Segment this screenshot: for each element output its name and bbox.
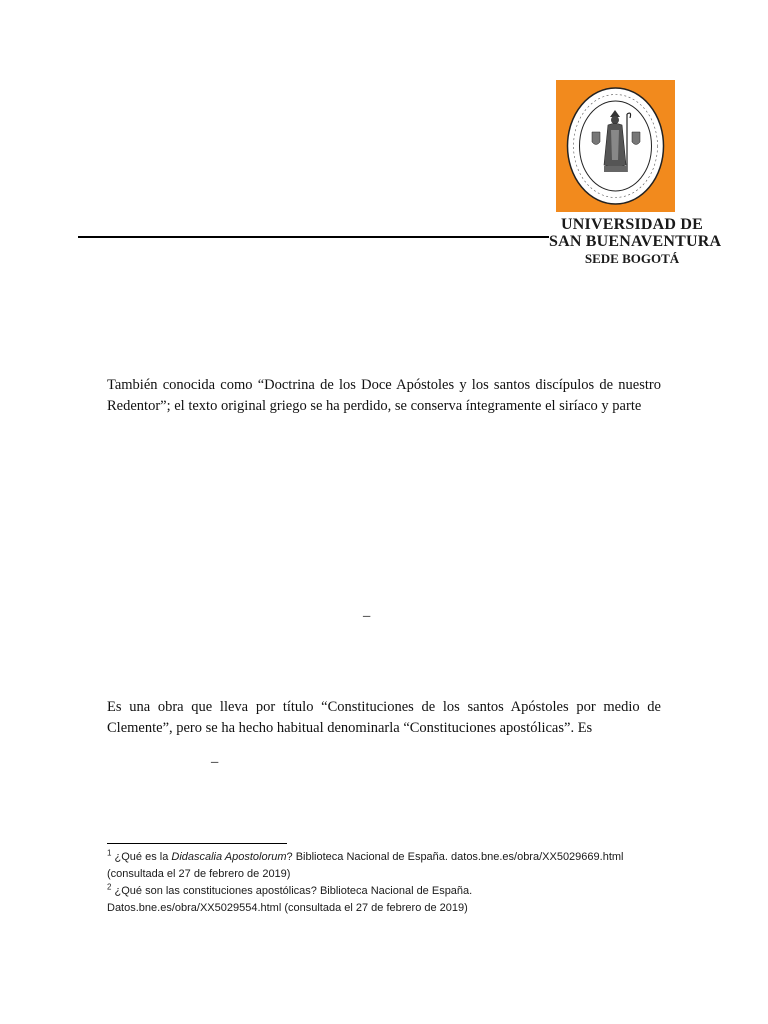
dash-2: – [211, 754, 219, 770]
header-rule [78, 236, 550, 238]
footnote-1 [107, 849, 667, 866]
dash-1: – [363, 608, 371, 624]
paragraph-1 [107, 375, 661, 417]
footnote-2-mark: 2 [107, 882, 112, 892]
paragraph-1-line-1: También conocida como “Doctrina de los Doce Apóstoles y los santos discípulos de nuestro [107, 377, 661, 393]
footnote-2 [107, 883, 667, 900]
logo-line-1: UNIVERSIDAD DE [561, 216, 703, 233]
logo-line-3: SEDE BOGOTÁ [584, 251, 680, 266]
footnote-2-line-1: ¿Qué son las constituciones apostólicas? Biblioteca Nacional de España. [111, 885, 473, 897]
footnotes [107, 849, 667, 917]
logo-orange-block [556, 80, 675, 212]
footnote-1-line-2: (consultada el 27 de febrero de 2019) [107, 868, 291, 880]
paragraph-2-line-1: Es una obra que lleva por título “Constituciones de los santos Apóstoles por medio de [107, 699, 661, 715]
footnote-separator [107, 843, 287, 844]
footnote-1-italic: Didascalia Apostolorum [171, 851, 287, 863]
paragraph-2-line-2: Clemente”, pero se ha hecho habitual denominarla “Constituciones apostólicas”. Es [107, 720, 593, 736]
footnote-1-pre: ¿Qué es la [111, 851, 172, 863]
university-logo [549, 80, 722, 266]
paragraph-1-line-2: Redentor”; el texto original griego se ha perdido, se conserva íntegramente el siríaco y parte [107, 398, 642, 414]
footnote-2-line-2: Datos.bne.es/obra/XX5029554.html (consultada el 27 de febrero de 2019) [107, 902, 468, 914]
logo-line-2: SAN BUENAVENTURA [549, 233, 722, 250]
paragraph-2 [107, 697, 661, 739]
footnote-1-post: ? Biblioteca Nacional de España. datos.bne.es/obra/XX5029669.html [286, 851, 624, 863]
seal-icon [556, 80, 675, 212]
footnote-1-mark: 1 [107, 848, 112, 858]
